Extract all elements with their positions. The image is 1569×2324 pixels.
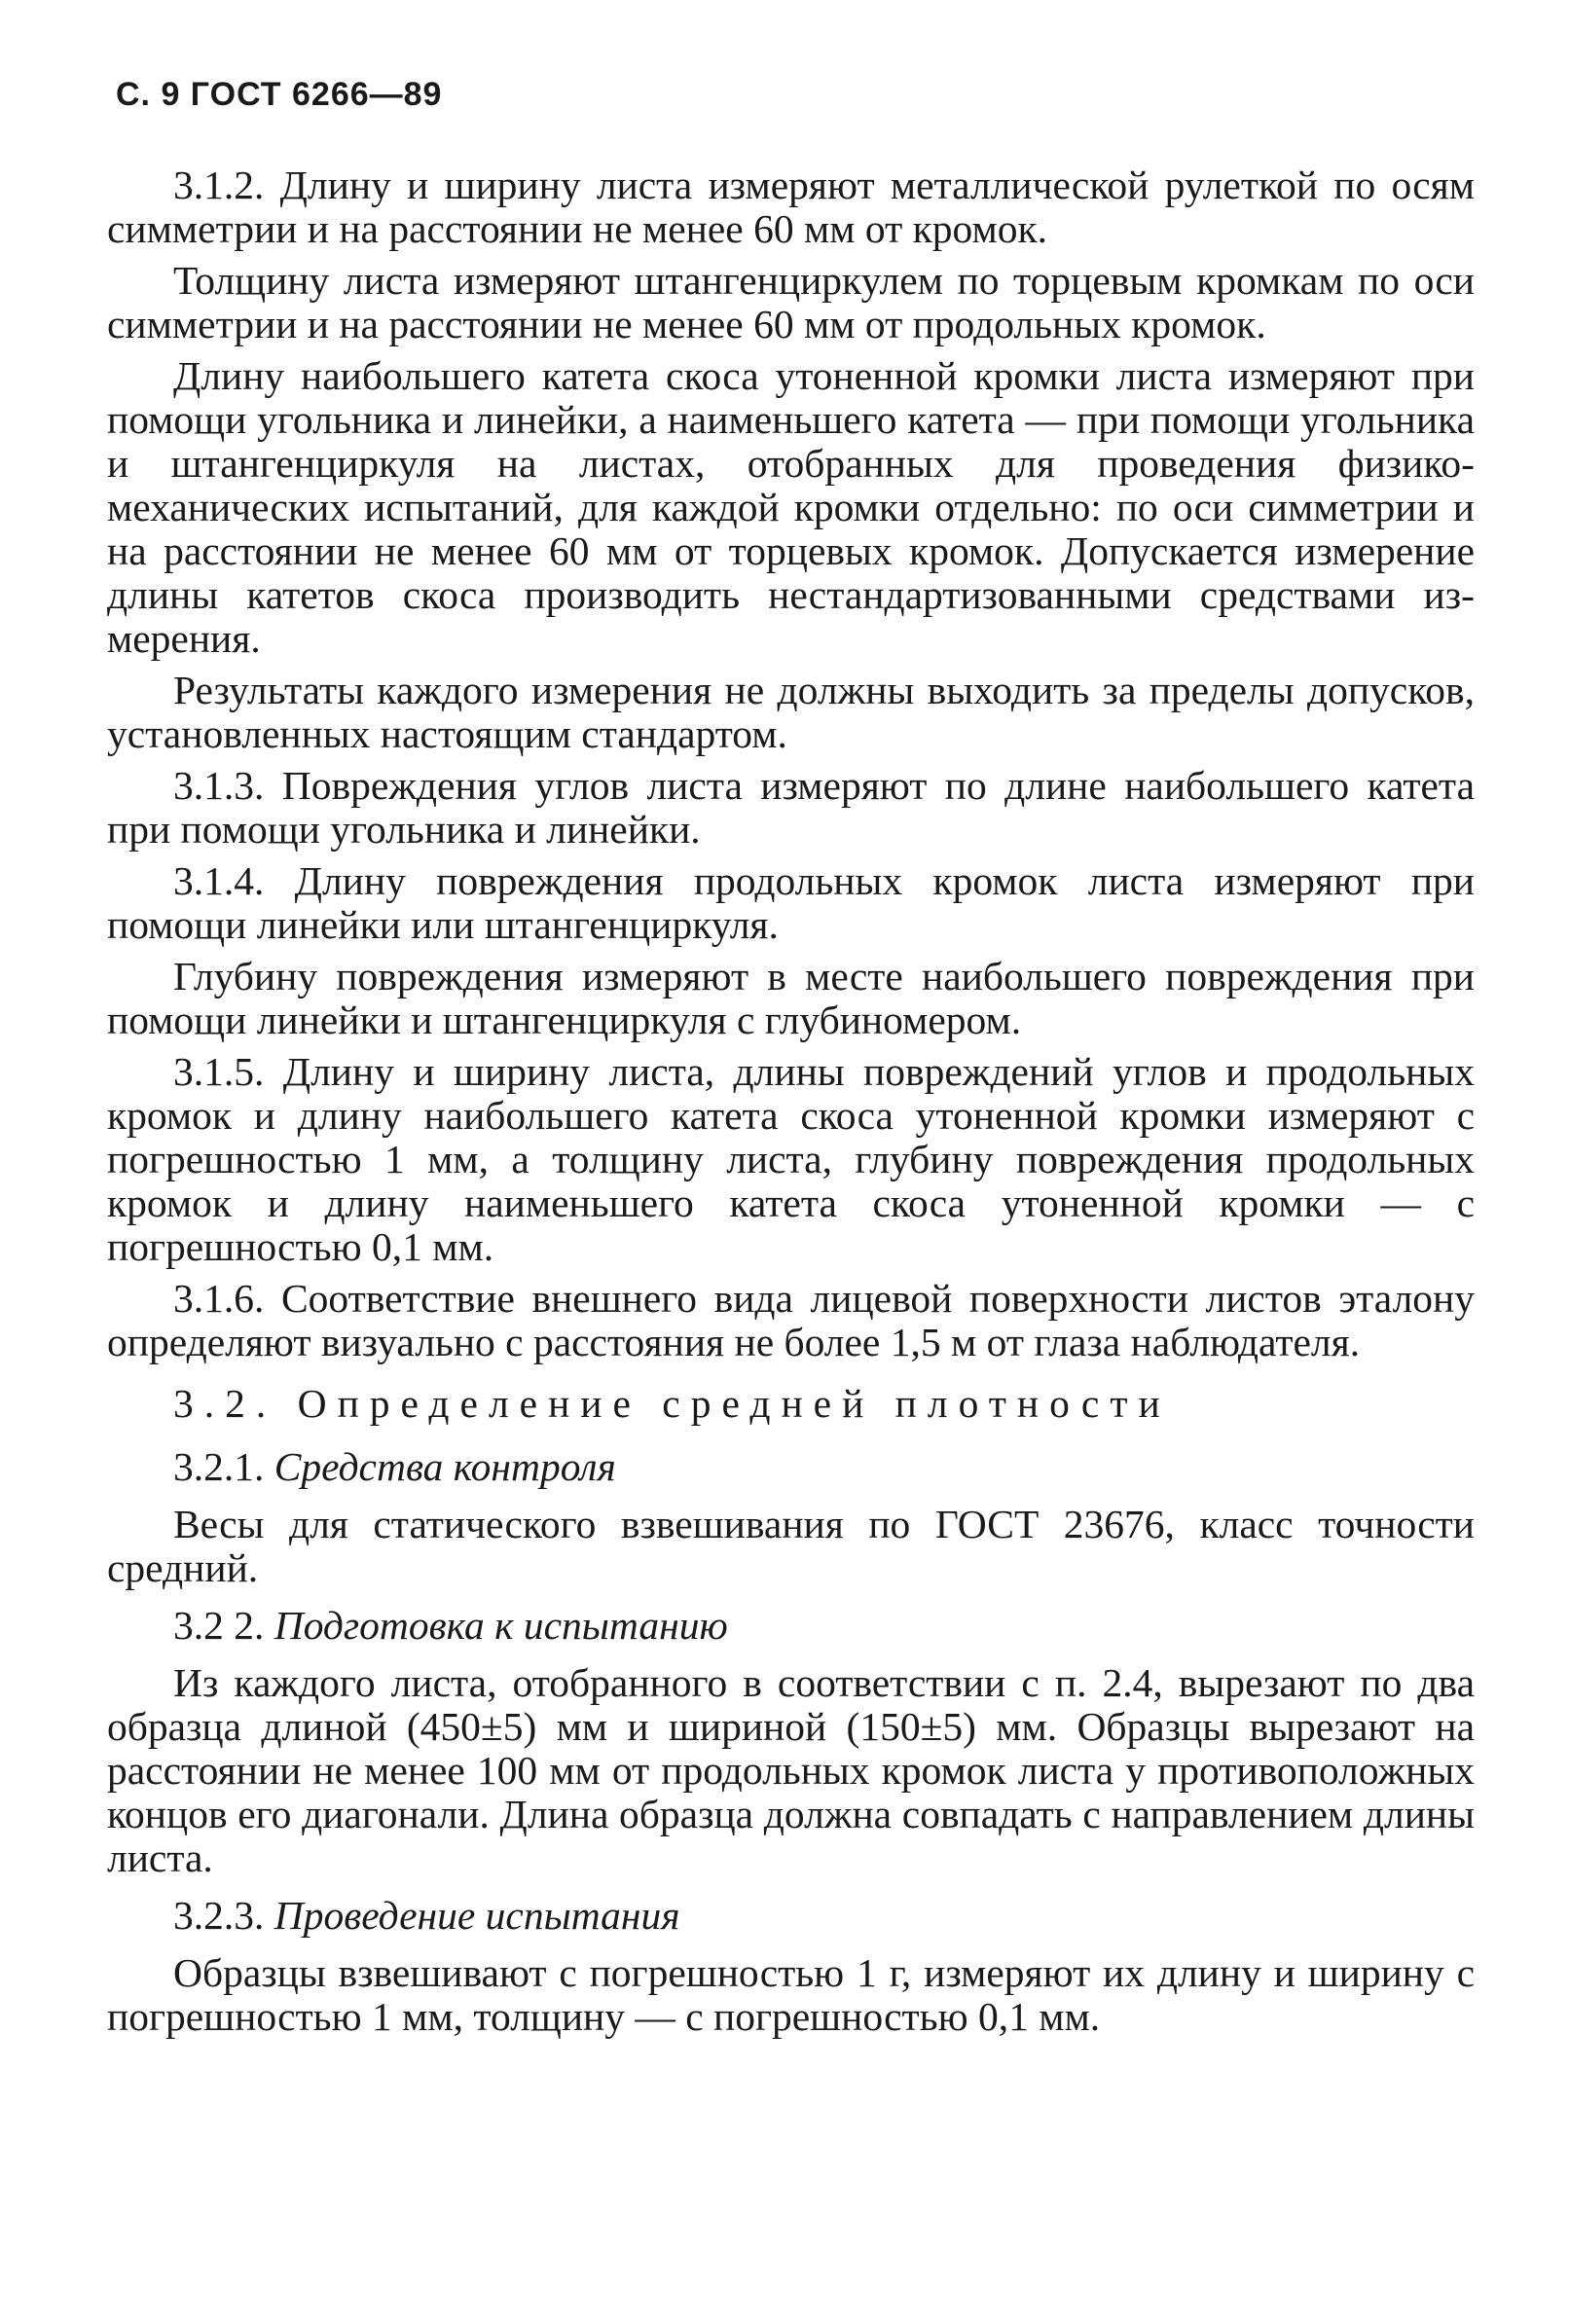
paragraph-3-1-5: 3.1.5. Длину и ширину листа, длины повреждений углов и продольных кромок и длину наибольшего катета скоса утоненной кромки измеряют с погрешностью 1 мм, а толщину листа, глубину повреждения продольных кромок и длину наименьшего катета скоса утоненной кромки — с погрешностью 0,1 мм. [107, 1049, 1475, 1269]
paragraph-3-2-3: Образцы взвешивают с погрешностью 1 г, измеряют их длину и ширину с погрешностью 1 мм, толщину — с погрешностью 0,1 мм. [107, 1950, 1475, 2039]
subsection-title: Проведение испытания [274, 1893, 680, 1938]
subsection-heading-3-2-1 [107, 1445, 1475, 1489]
subsection-title: Средства контроля [274, 1444, 616, 1489]
paragraph-bevel: Длину наибольшего катета скоса утоненной кромки листа измеряют при помощи угольника и линейки, а наименьшего катета — при помощи угольника и штангенциркуля на листах, отобранных для проведения физико-механических испытаний, для каждой кромки отдельно: по оси симметрии и на расстоянии не менее 60 мм от торцевых кромок. Допускается измерение длины катетов скоса производить нестандартизованными средствами измерения. [107, 353, 1475, 661]
paragraph-3-2-2: Из каждого листа, отобранного в соответствии с п. 2.4, вырезают по два образца длиной (450±5) мм и шириной (150±5) мм. Образцы вырезают на расстоянии не менее 100 мм от продольных кромок листа у противоположных концов его диагонали. Длина образца должна совпадать с направлением длины листа. [107, 1660, 1475, 1880]
paragraph-thickness: Толщину листа измеряют штангенциркулем по торцевым кромкам по оси симметрии и на расстоянии не менее 60 мм от продольных кромок. [107, 258, 1475, 346]
paragraph-3-1-2: 3.1.2. Длину и ширину листа измеряют металлической рулеткой по осям симметрии и на расстоянии не менее 60 мм от кромок. [107, 163, 1475, 251]
section-heading-3-2: 3.2. Определение средней плотности [173, 1381, 1171, 1426]
paragraph-depth: Глубину повреждения измеряют в месте наибольшего повреждения при помощи линейки и штангенциркуля с глубиномером. [107, 954, 1475, 1042]
subsection-title: Подготовка к испытанию [274, 1603, 728, 1648]
subsection-number: 3.2 2. [173, 1603, 265, 1648]
paragraph-3-1-6: 3.1.6. Соответствие внешнего вида лицевой поверхности листов эталону определяют визуально с расстояния не более 1,5 м от глаза наблюдателя. [107, 1276, 1475, 1364]
subsection-heading-3-2-2 [107, 1604, 1475, 1648]
paragraph-results: Результаты каждого измерения не должны выходить за пределы допусков, установленных настоящим стандартом. [107, 668, 1475, 756]
paragraph-3-2-1: Весы для статического взвешивания по ГОСТ 23676, класс точности средний. [107, 1502, 1475, 1590]
subsection-number: 3.2.3. [173, 1893, 265, 1938]
subsection-heading-3-2-3 [107, 1894, 1475, 1938]
paragraph-3-1-4: 3.1.4. Длину повреждения продольных кромок листа измеряют при помощи линейки или штангенциркуля. [107, 858, 1475, 947]
paragraph-3-1-3: 3.1.3. Повреждения углов листа измеряют по длине наибольшего катета при помощи угольника и линейки. [107, 763, 1475, 852]
document-body [107, 163, 1475, 2047]
subsection-number: 3.2.1. [173, 1444, 265, 1489]
page-header: С. 9 ГОСТ 6266—89 [116, 76, 443, 113]
